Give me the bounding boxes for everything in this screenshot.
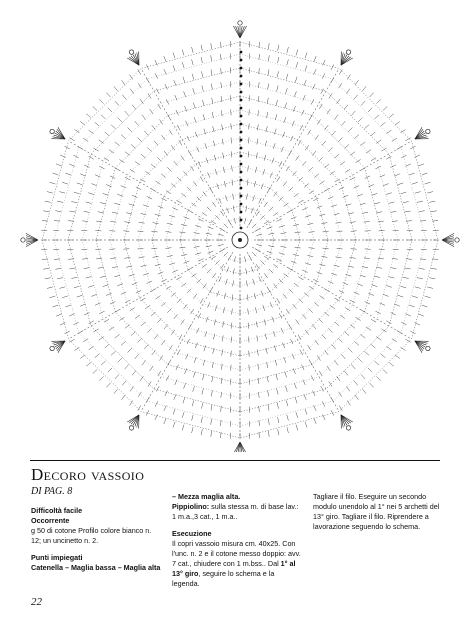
chart-marker-dot	[240, 99, 243, 102]
chart-picot-fan	[47, 125, 68, 145]
chart-picot-fan	[442, 233, 459, 246]
chart-marker-dot	[240, 147, 243, 150]
chart-marker-dot	[240, 163, 243, 166]
chart-marker-dot	[240, 107, 243, 110]
pattern-subtitle: DI PAG. 8	[31, 486, 73, 497]
chart-marker-dot	[240, 227, 243, 230]
chart-spoke	[141, 252, 233, 411]
picot-paragraph	[172, 502, 302, 522]
chart-center-dot	[238, 238, 242, 242]
title-rule	[30, 460, 440, 461]
chart-picot-fan	[125, 47, 145, 68]
chart-picot-fan	[335, 412, 355, 433]
execution-rounds: 1° al 13° giro	[172, 559, 296, 578]
chart-marker-dot	[240, 179, 243, 182]
chart-marker-dot	[240, 155, 243, 158]
continuation-text: Tagliare il filo. Eseguire un secondo modulo unendolo al 1° nei 5 archetti del 13° giro. Tagliare il filo. Riprendere a lavorazione seguendo lo schema.	[313, 492, 440, 531]
chart-marker-dot	[240, 211, 243, 214]
materials-heading: Occorrente	[31, 516, 70, 525]
chart-picot-fan	[335, 47, 355, 68]
chart-spoke	[252, 247, 411, 339]
column-middle	[172, 492, 302, 589]
chart-marker-dot	[240, 67, 243, 70]
chart-picot-fan	[125, 412, 145, 433]
execution-paragraph	[172, 539, 302, 589]
chart-picot-fan	[412, 335, 433, 355]
stitch-continue: – Mezza maglia alta.	[172, 492, 241, 501]
chart-marker-dot	[240, 83, 243, 86]
chart-spoke	[69, 247, 228, 339]
chart-marker-dot	[240, 203, 243, 206]
execution-heading: Esecuzione	[172, 529, 212, 538]
chart-marker-dot	[240, 195, 243, 198]
stitches-text: Catenella – Maglia bassa – Maglia alta	[31, 563, 161, 572]
chart-marker-dot	[240, 91, 243, 94]
chart-marker-dot	[240, 75, 243, 78]
chart-picot-fan	[233, 442, 246, 452]
picot-text: sulla stessa m. di base lav.: 1 m.a.,3 cat., 1 m.a..	[172, 502, 299, 521]
chart-marker-dot	[240, 139, 243, 142]
page-number: 22	[31, 596, 42, 608]
chart-marker-dot	[240, 187, 243, 190]
column-left	[31, 506, 161, 573]
execution-text-1: Il copri vassoio misura cm. 40x25. Con l'unc. n. 2 e il cotone messo doppio: avv. 7 cat., chiudere con 1 m.bss.. Dal	[172, 539, 301, 568]
chart-picot-fan	[412, 125, 433, 145]
chart-marker-dot	[240, 123, 243, 126]
chart-marker-dot	[240, 131, 243, 134]
chart-spoke	[247, 69, 339, 228]
column-right	[313, 492, 441, 532]
picot-label: Pippiolino:	[172, 502, 210, 511]
chart-marker-dot	[240, 51, 243, 54]
stitches-heading: Punti impiegati	[31, 553, 83, 562]
chart-spoke	[141, 69, 233, 228]
chart-marker-dot	[240, 171, 243, 174]
chart-picot-fan	[47, 335, 68, 355]
chart-marker-dot	[240, 115, 243, 118]
materials-text: g 50 di cotone Profilo colore bianco n. 12; un uncinetto n. 2.	[31, 526, 152, 545]
difficulty-label: Difficoltà facile	[31, 506, 83, 515]
chart-marker-dot	[240, 219, 243, 222]
chart-marker-dot	[240, 59, 243, 62]
pattern-title: Decoro vassoio	[31, 465, 145, 484]
chart-spoke	[69, 141, 228, 233]
chart-picot-fan	[233, 21, 246, 38]
chart-spoke	[247, 252, 339, 411]
chart-spoke	[252, 141, 411, 233]
chart-picot-fan	[21, 233, 38, 246]
execution-text-2: , seguire lo schema e la legenda.	[172, 569, 275, 588]
